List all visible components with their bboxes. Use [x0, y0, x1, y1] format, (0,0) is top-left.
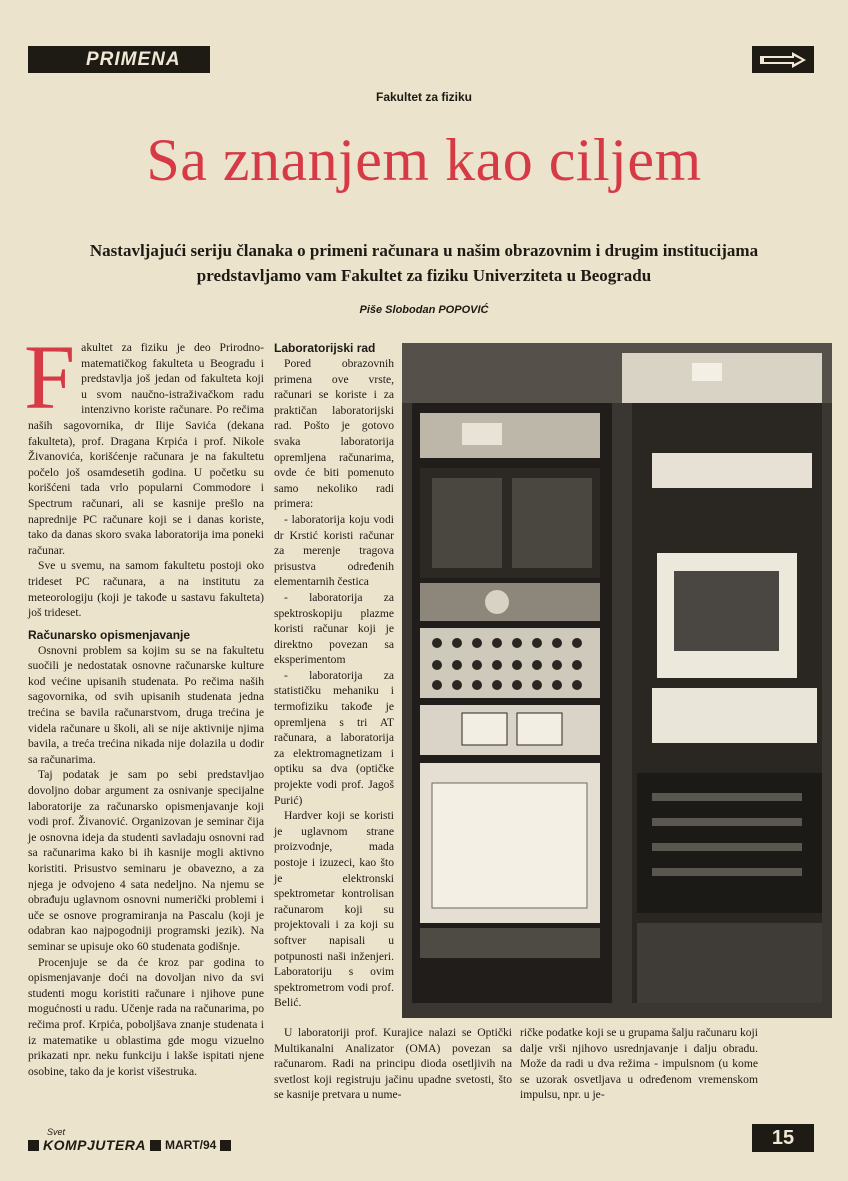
section-label: PRIMENA	[28, 46, 210, 73]
article-column-1	[24, 326, 264, 1079]
article-column-2	[274, 340, 394, 1011]
square-bullet-icon	[28, 1140, 39, 1151]
paragraph: Procenjuje se da će kroz par godina to opismenjavanje doći na dovoljan nivo da svi studenti mogu koristiti računare i njihove pune mogućnosti u radu. Učenje rada na računarima, po rečima prof. Krpića, poboljšava znanje studenata i iz matematike u oblastima gde mogu vizuelno prikazati npr. neku funkciju i lakše ispitati njene osobine, tako da je korist višestruka.	[28, 955, 264, 1078]
paragraph: Pored obrazovnih primena ove vrste, računari se koriste i za praktičan laboratorijski rad. Pošto je gotovo svaka laboratorija opremljena računarima, ovde će biti pomenuto samo nekoliko radi primera:	[274, 357, 394, 511]
byline: Piše Slobodan POPOVIĆ	[359, 304, 489, 316]
paragraph: ričke podatke koji se u grupama šalju računaru koji dalje vrši njihovo usrednjavanje i dalju obradu. Može da radi u dva režima - impulsnom (u kome se uzorak osvetljava u određenom vremenskom impulsu, npr. u je-	[520, 1026, 758, 1102]
paragraph: Sve u svemu, na samom fakultetu postoji oko trideset PC računara, a na institutu za meteorologiju (koji je takođe u sastavu fakulteta) još trideset.	[28, 559, 264, 620]
page-number: 15	[752, 1124, 814, 1152]
logo-small-text: Svet	[47, 1127, 66, 1137]
magazine-footer	[28, 1127, 231, 1153]
paragraph: U laboratoriji prof. Kurajice nalazi se Optički Multikanalni Analizator (OMA) povezan sa računarom. Radi na principu dioda osetljivih na svetlost koji registruju jačinu upadne svetosti, što se kasnije pretvara u nume-	[274, 1026, 512, 1102]
logo-text: KOMPJUTERA	[43, 1137, 147, 1153]
list-item: - laboratorija koju vodi dr Krstić koristi računar za merenje tragova prisustva određenih elementarnih čestica	[274, 512, 394, 589]
list-item: - laboratorija za statističku mehaniku i termofiziku takođe je opremljena s tri AT računara, a laboratorija za elektromagnetizam i optiku sa dva (optičke projekte vodi prof. Jagoš Purić)	[274, 668, 394, 807]
drop-cap: F	[24, 326, 76, 428]
list-item: - laboratorija za spektroskopiju plazme koristi računar koji je direktno povezan sa eksperimentom	[274, 590, 394, 667]
magazine-logo	[43, 1127, 147, 1153]
square-bullet-icon	[150, 1140, 161, 1151]
kicker: Fakultet za fiziku	[375, 90, 473, 104]
paragraph-intro	[24, 326, 264, 558]
subheading-lab-work: Laboratorijski rad	[274, 341, 376, 355]
subheading-literacy: Računarsko opismenjavanje	[28, 627, 191, 642]
paragraph: Taj podatak je sam po sebi predstavljao dovoljno dobar argument za osnivanje specijalne laboratorije za računarsko opismenjavanje koji vodi prof. Živanović. Organizovan je seminar čija je osnovna ideja da studenti savladaju osnovni rad sa računarima kako bi ih kasnije mogli aktivno koristiti. Prisustvo seminaru je obavezno, a za njega je odvojeno 4 sata nedeljno. Na njemu se obrađuju uglavnom osnovni numerički problemi i uče se osnove programiranja na Pascalu (koji je odabran kao najpogodniji programski jezik). Na seminar se upisuje oko 60 studenata godišnje.	[28, 768, 264, 953]
article-column-4	[520, 1025, 758, 1103]
paragraph: Hardver koji se koristi je uglavnom strane proizvodnje, mada postoje i izuzeci, kao što je elektronski spektrometar kontrolisan računarom koji su projektovali i za koji su softver napisali u potpunosti naši inženjeri. Laboratoriju s ovim spektrometrom vodi prof. Belić.	[274, 809, 394, 1010]
paragraph: Osnovni problem sa kojim su se na fakultetu suočili je nedostatak osnovne računarske kulture kod većine upisanih studenata. Po rečima naših sagovornika, od svih upisanih studenata jedna trećina se bavila računarstvom, druga trećina je videla računare u školi, ali se nije aktivnije njima bavila, a treća trećina nikada nije dolazila u dodir sa računarima.	[28, 643, 264, 766]
article-column-3	[274, 1025, 512, 1103]
issue-date: MART/94	[165, 1138, 217, 1152]
square-bullet-icon	[220, 1140, 231, 1151]
lab-equipment-photo	[402, 343, 832, 1018]
right-arrow-icon	[752, 46, 814, 73]
paragraph-text: akultet za fiziku je deo Prirodno-matematičkog fakulteta u Beogradu i predstavlja još jedan od fakulteta koji u svom naučno-istraživačkom radu intenzivno koriste računare. Po rečima naših sagovornika, dr Ilije Savića (dekana fakulteta), prof. Dragana Krpića i prof. Nikole Živanovića, korišćenje računara je na fakultetu počelo još osamdesetih godina. U početku su korišćeni tada vrlo popularni Commodore i Spectrum računari, ali se kasnije prešlo na naprednije PC računare koji se i danas koriste, tako da danas skoro svaka laboratorija ima poneki računar.	[28, 341, 264, 557]
dek: Nastavljajući seriju članaka o primeni računara u našim obrazovnim i drugim institucijama predstavljamo vam Fakultet za fiziku Univerziteta u Beogradu	[89, 241, 759, 285]
headline: Sa znanjem kao ciljem	[146, 127, 702, 193]
